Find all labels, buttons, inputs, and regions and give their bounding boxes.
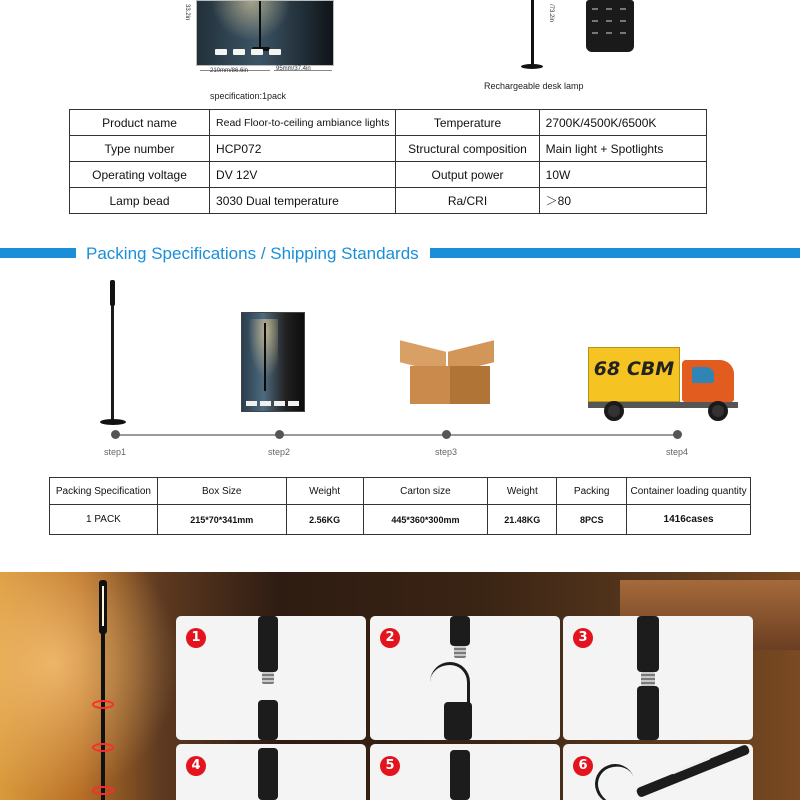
assembly-step-card [176,616,366,740]
assembly-step-card [370,744,560,800]
carton-front [410,366,450,404]
heading-bar-left [0,248,76,258]
table-row [70,110,707,136]
spec-label: Output power [396,162,539,188]
spec-label: Ra/CRI [396,188,539,214]
step-number-badge: 1 [186,628,206,648]
step-number-badge: 3 [573,628,593,648]
column-header: Weight [488,478,557,505]
table-cell: 215*70*341mm [157,505,286,535]
joint-marker [92,700,114,709]
joint-marker [92,786,114,795]
table-header-row [50,478,751,505]
gift-box-icon [241,312,305,412]
packaging-box-image [196,0,334,66]
truck-wheel [604,401,624,421]
truck-window [692,367,714,383]
step-number-badge: 2 [380,628,400,648]
spec-label: Structural composition [396,136,539,162]
step-dot [275,430,284,439]
spec-label: Temperature [396,110,539,136]
table-row [50,505,751,535]
column-header: Weight [286,478,363,505]
step-label: step4 [666,447,689,457]
table-row [70,162,707,188]
truck-label: 68 CBM [593,358,675,380]
step-dot [673,430,682,439]
spec-value: HCP072 [210,136,396,162]
spec-value: 3030 Dual temperature [210,188,396,214]
spec-value: ＞80 [539,188,706,214]
box-width-dimension: 210mm/86.6in [210,68,249,74]
step-label: step2 [268,447,291,457]
truck-wheel [708,401,728,421]
assembly-step-card [176,744,366,800]
floor-lamp-base [100,419,126,425]
step-dot [442,430,451,439]
heading-bar-right [430,248,800,258]
desk-lamp-image [531,0,534,65]
assembly-step-card [563,744,753,800]
box-depth-dimension: 95mm/37.4in [276,66,311,72]
spec-value: 2700K/4500K/6500K [539,110,706,136]
packing-table [49,477,751,535]
step-number-badge: 5 [380,756,400,776]
spec-label: Product name [70,110,210,136]
spec-value: 10W [539,162,706,188]
spec-value: Read Floor-to-ceiling ambiance lights [210,110,396,136]
column-header: Packing Specification [50,478,158,505]
table-cell: 1 PACK [50,505,158,535]
floor-lamp-photo-head [99,580,107,634]
spec-label: Lamp bead [70,188,210,214]
spec-value: DV 12V [210,162,396,188]
desk-lamp-caption: Rechargeable desk lamp [484,81,584,91]
floor-lamp-head [110,280,115,306]
remote-control-image [586,0,634,52]
step-number-badge: 6 [573,756,593,776]
step-label: step3 [435,447,458,457]
assembly-step-card [370,616,560,740]
assembly-step-card [563,616,753,740]
table-row [70,188,707,214]
desk-lamp-base [521,64,543,69]
table-cell: 21.48KG [488,505,557,535]
step-dot [111,430,120,439]
column-header: Container loading quantity [627,478,751,505]
table-cell: 8PCS [557,505,627,535]
box-height-dimension: 33.2in [184,4,190,21]
step-label: step1 [104,447,127,457]
section-heading: Packing Specifications / Shipping Standards [86,244,419,263]
carton-side [450,366,490,404]
spec-table [69,109,707,214]
table-row [70,136,707,162]
joint-marker [92,743,114,752]
column-header: Carton size [363,478,488,505]
lamp-height-dimension: /73.2in [548,4,554,23]
spec-label: Operating voltage [70,162,210,188]
spec-value: Main light + Spotlights [539,136,706,162]
column-header: Packing [557,478,627,505]
table-cell: 2.56KG [286,505,363,535]
column-header: Box Size [157,478,286,505]
step-number-badge: 4 [186,756,206,776]
box-caption: specification:1pack [210,91,287,101]
step-timeline [116,434,678,436]
table-cell: 445*360*300mm [363,505,488,535]
table-cell: 1416cases [627,505,751,535]
spec-label: Type number [70,136,210,162]
